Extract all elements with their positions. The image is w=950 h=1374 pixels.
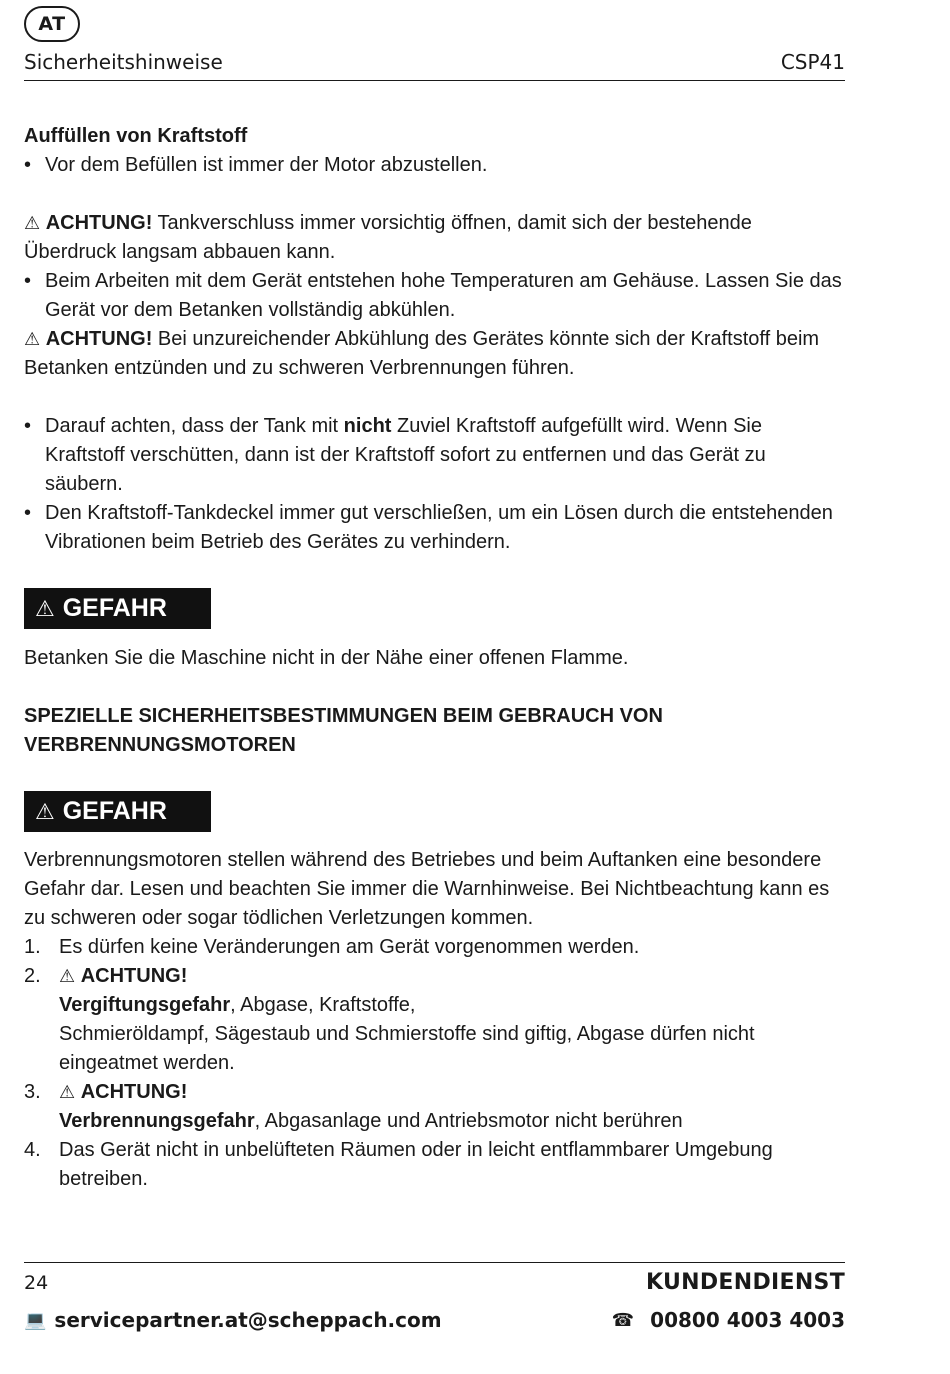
telephone-icon: ☎ bbox=[611, 1309, 635, 1331]
page-number: 24 bbox=[24, 1272, 49, 1294]
list-item: 4. Das Gerät nicht in unbelüfteten Räumen oder in leicht entflammbarer Umgebung betreiben. bbox=[24, 1139, 773, 1190]
spacer bbox=[24, 180, 845, 209]
bullet-icon: • bbox=[24, 154, 32, 176]
warning-note: ⚠ ACHTUNG! Tankverschluss immer vorsichtig öffnen, damit sich der bestehende Überdruck langsam abbauen kann. bbox=[24, 212, 752, 263]
special-safety-heading: SPEZIELLE SICHERHEITSBESTIMMUNGEN BEIM GEBRAUCH VON VERBRENNUNGSMOTOREN bbox=[24, 705, 663, 756]
country-badge: AT bbox=[24, 6, 80, 42]
bullet-icon: • bbox=[24, 270, 32, 292]
phone-link[interactable]: 00800 4003 4003 bbox=[650, 1308, 845, 1332]
bullet-icon: • bbox=[24, 415, 32, 437]
warning-triangle-icon: ⚠ bbox=[24, 213, 41, 233]
list-item: • Vor dem Befüllen ist immer der Motor abzustellen. bbox=[24, 151, 845, 180]
danger-text: Verbrennungsmotoren stellen während des Betriebes und beim Auftanken eine besondere Gefahr dar. Lesen und beachten Sie immer die Warnhinweise. Bei Nichtbeachtung kann es zu schweren oder sogar tödlichen Verletzungen kommen. bbox=[24, 849, 830, 929]
warning-note: ⚠ ACHTUNG! Bei unzureichender Abkühlung des Gerätes könnte sich der Kraftstoff beim Betanken entzünden und zu schweren Verbrennungen führen. bbox=[24, 328, 820, 379]
warning-triangle-icon: ⚠ bbox=[35, 595, 55, 621]
list-item: • Beim Arbeiten mit dem Gerät entstehen hohe Temperaturen am Gehäuse. Lassen Sie das Gerät vor dem Betanken vollständig abkühlen. bbox=[24, 267, 845, 325]
model-number: CSP41 bbox=[780, 50, 845, 74]
list-item: • Den Kraftstoff-Tankdeckel immer gut verschließen, um ein Lösen durch die entstehenden Vibrationen beim Betrieb des Gerätes zu verhindern. bbox=[24, 499, 845, 557]
manual-page bbox=[24, 0, 845, 1374]
danger-label: ⚠ GEFAHR bbox=[24, 791, 211, 832]
section-title: Sicherheitshinweise bbox=[24, 50, 223, 74]
list-item: 3. ⚠ ACHTUNG! Verbrennungsgefahr, Abgasanlage und Antriebsmotor nicht berühren bbox=[24, 1081, 683, 1132]
header-divider bbox=[24, 80, 845, 81]
service-label: KUNDENDIENST bbox=[646, 1270, 845, 1295]
service-email bbox=[24, 1308, 442, 1332]
warning-triangle-icon: ⚠ bbox=[59, 966, 76, 986]
bullet-icon: • bbox=[24, 502, 32, 524]
danger-label: ⚠ GEFAHR bbox=[24, 588, 211, 629]
refuel-section bbox=[24, 122, 845, 557]
spacer bbox=[24, 383, 845, 412]
list-item: 1. Es dürfen keine Veränderungen am Gerät vorgenommen werden. bbox=[24, 936, 640, 958]
warning-triangle-icon: ⚠ bbox=[35, 798, 55, 824]
danger-text: Betanken Sie die Maschine nicht in der Nähe einer offenen Flamme. bbox=[24, 647, 629, 669]
service-phone bbox=[612, 1308, 845, 1332]
footer-divider bbox=[24, 1262, 845, 1263]
list-item: 2. ⚠ ACHTUNG! Vergiftungsgefahr, Abgase, Kraftstoffe, Schmieröldampf, Sägestaub und Schmierstoffe sind giftig, Abgase dürfen nicht eingeatmet werden. bbox=[24, 965, 755, 1074]
list-item: • Darauf achten, dass der Tank mit nicht Zuviel Kraftstoff aufgefüllt wird. Wenn Sie Kraftstoff verschütten, dann ist der Kraftstoff sofort zu entfernen und das Gerät zu säubern. bbox=[24, 412, 845, 499]
email-link[interactable]: servicepartner.at@scheppach.com bbox=[54, 1308, 442, 1332]
warning-triangle-icon: ⚠ bbox=[59, 1082, 76, 1102]
laptop-icon: 💻 bbox=[24, 1309, 47, 1331]
engine-safety-block bbox=[24, 846, 845, 1194]
warning-triangle-icon: ⚠ bbox=[24, 329, 41, 349]
refuel-heading: Auffüllen von Kraftstoff bbox=[24, 125, 248, 147]
